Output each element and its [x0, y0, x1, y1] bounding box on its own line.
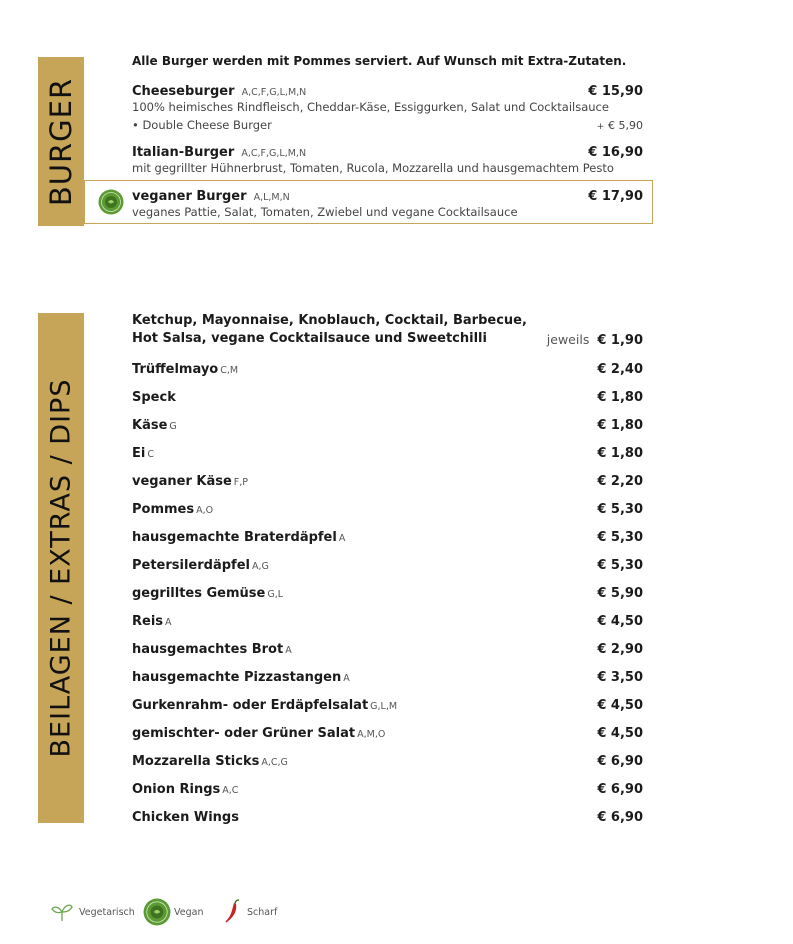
list-item — [132, 386, 643, 414]
dips-each-label: jeweils — [546, 332, 590, 347]
item-allergens: A,M,O — [357, 729, 386, 740]
item-name: hausgemachtes Brot — [132, 642, 284, 657]
list-item — [132, 722, 643, 750]
item-price: € 1,80 — [597, 446, 643, 461]
chili-icon — [220, 899, 242, 925]
item-price: € 2,90 — [597, 642, 643, 657]
item-name: veganer Käse — [132, 474, 232, 489]
item-name: hausgemachte Braterdäpfel — [132, 530, 337, 545]
vegan-badge-icon — [98, 189, 124, 215]
item-price: € 15,90 — [588, 84, 643, 99]
item-allergens: C,M — [220, 365, 239, 376]
item-price: € 4,50 — [597, 726, 643, 741]
legend-vegan — [143, 898, 203, 926]
item-allergens: A,C,F,G,L,M,N — [241, 87, 307, 98]
item-price: € 5,30 — [597, 558, 643, 573]
item-allergens: A,C — [222, 785, 239, 796]
item-name: Italian-Burger — [132, 145, 235, 160]
item-name: veganer Burger — [132, 189, 247, 204]
beilagen-section-band — [38, 313, 84, 823]
item-name: Gurkenrahm- oder Erdäpfelsalat — [132, 698, 369, 713]
item-price: € 5,30 — [597, 502, 643, 517]
legend-label: Scharf — [247, 906, 278, 918]
item-price: € 2,20 — [597, 474, 643, 489]
extra-plus: + — [596, 122, 605, 132]
item-price: € 6,90 — [597, 754, 643, 769]
item-price: € 2,40 — [597, 362, 643, 377]
item-price: € 4,50 — [597, 698, 643, 713]
list-item — [132, 470, 643, 498]
dips-line-2: Hot Salsa, vegane Cocktailsauce und Sweetchilli — [132, 331, 487, 346]
item-allergens: A — [285, 645, 292, 656]
item-price: € 1,80 — [597, 418, 643, 433]
item-allergens: A — [338, 533, 346, 544]
item-name: Ei — [132, 446, 146, 461]
item-price: € 5,30 — [597, 530, 643, 545]
list-item — [132, 610, 643, 638]
legend-scharf — [220, 898, 277, 926]
item-name: Pommes — [132, 502, 195, 517]
item-price: € 17,90 — [588, 189, 643, 204]
list-item — [132, 666, 643, 694]
item-price: € 6,90 — [597, 782, 643, 797]
dips-row — [132, 312, 643, 348]
vegan-badge-icon — [143, 898, 171, 926]
item-allergens: A — [343, 673, 350, 684]
item-name: Cheeseburger — [132, 84, 235, 99]
item-name: Onion Rings — [132, 782, 221, 797]
burger-section-band — [38, 57, 84, 226]
burger-note: Alle Burger werden mit Pommes serviert. Auf Wunsch mit Extra-Zutaten. — [132, 54, 627, 68]
item-name: Käse — [132, 418, 168, 433]
item-allergens: G — [169, 421, 177, 432]
item-name: gegrilltes Gemüse — [132, 586, 266, 601]
extra-label: • Double Cheese Burger — [132, 118, 272, 132]
legend-vegetarisch — [50, 898, 135, 926]
dips-price: € 1,90 — [597, 333, 643, 348]
legend-label: Vegan — [174, 906, 204, 918]
burger-section-title: BURGER — [44, 77, 78, 206]
menu-item-veganer-burger — [132, 185, 643, 221]
list-item — [132, 554, 643, 582]
item-allergens: C — [147, 449, 154, 460]
list-item — [132, 498, 643, 526]
item-name: Reis — [132, 614, 164, 629]
list-item — [132, 358, 643, 386]
menu-item-cheeseburger — [132, 80, 643, 136]
list-item — [132, 806, 643, 834]
item-allergens: A,L,M,N — [253, 192, 290, 203]
item-price: € 16,90 — [588, 145, 643, 160]
list-item — [132, 638, 643, 666]
item-description: mit gegrillter Hühnerbrust, Tomaten, Rucola, Mozzarella und hausgemachtem Pesto — [132, 161, 614, 175]
item-allergens: A — [165, 617, 172, 628]
list-item — [132, 414, 643, 442]
list-item — [132, 750, 643, 778]
menu-item-italian-burger — [132, 141, 643, 177]
item-name: Trüffelmayo — [132, 362, 219, 377]
item-price: € 3,50 — [597, 670, 643, 685]
beilagen-items — [132, 358, 643, 834]
item-price: € 6,90 — [597, 810, 643, 825]
list-item — [132, 526, 643, 554]
legend-label: Vegetarisch — [79, 906, 135, 918]
item-name: Petersilerdäpfel — [132, 558, 250, 573]
beilagen-section-title: BEILAGEN / EXTRAS / DIPS — [45, 378, 77, 758]
item-price: € 1,80 — [597, 390, 643, 405]
item-allergens: G,L,M — [370, 701, 398, 712]
item-price: € 4,50 — [597, 614, 643, 629]
item-allergens: A,O — [196, 505, 214, 516]
list-item — [132, 694, 643, 722]
list-item — [132, 582, 643, 610]
item-allergens: A,C,G — [261, 757, 288, 768]
item-description: 100% heimisches Rindfleisch, Cheddar-Käse, Essiggurken, Salat und Cocktailsauce — [132, 100, 609, 114]
item-name: gemischter- oder Grüner Salat — [132, 726, 356, 741]
item-description: veganes Pattie, Salat, Tomaten, Zwiebel und vegane Cocktailsauce — [132, 205, 518, 219]
beilagen-list — [132, 312, 643, 834]
item-name: hausgemachte Pizzastangen — [132, 670, 342, 685]
item-allergens: A,C,F,G,L,M,N — [241, 148, 307, 159]
item-name: Chicken Wings — [132, 810, 239, 825]
item-allergens: A,G — [251, 561, 269, 572]
item-price: € 5,90 — [597, 586, 643, 601]
item-allergens: F,P — [233, 477, 248, 488]
item-name: Speck — [132, 390, 176, 405]
dips-line-1: Ketchup, Mayonnaise, Knoblauch, Cocktail, Barbecue, — [132, 313, 527, 328]
sprout-icon — [50, 901, 74, 923]
extra-price: € 5,90 — [608, 119, 643, 132]
list-item — [132, 442, 643, 470]
item-extra — [132, 116, 643, 136]
list-item — [132, 778, 643, 806]
item-allergens: G,L — [267, 589, 284, 600]
item-name: Mozzarella Sticks — [132, 754, 260, 769]
